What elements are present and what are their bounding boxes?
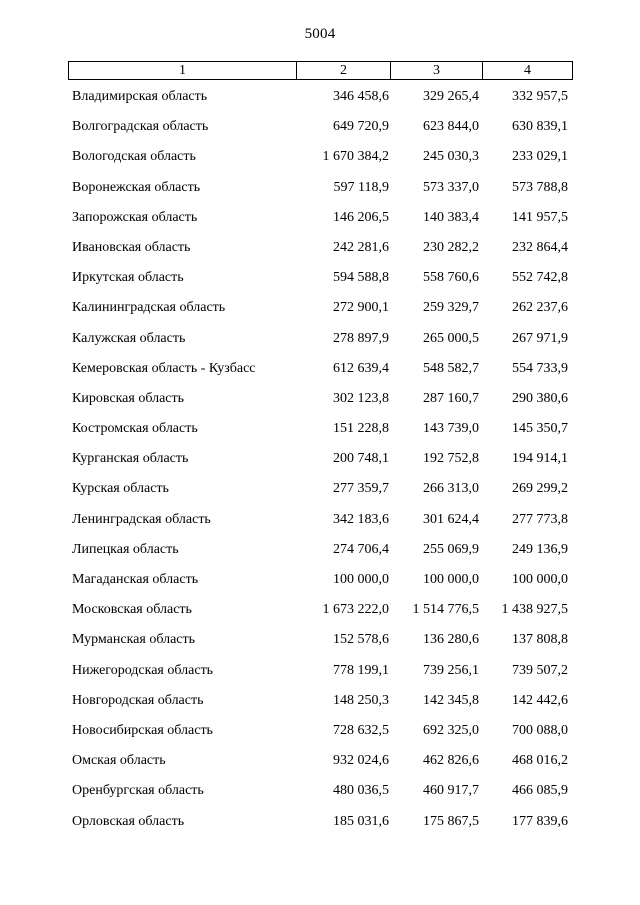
header-cell-1: 1 bbox=[69, 62, 297, 79]
value-col-2: 612 639,4 bbox=[333, 360, 389, 376]
region-name: Кемеровская область - Кузбасс bbox=[72, 360, 256, 376]
value-col-2: 649 720,9 bbox=[333, 119, 389, 135]
table-row bbox=[0, 813, 640, 843]
table-row bbox=[0, 88, 640, 118]
table-row bbox=[0, 269, 640, 299]
value-col-3: 329 265,4 bbox=[423, 89, 479, 104]
value-col-4: 630 839,1 bbox=[512, 119, 568, 135]
header-cell-3: 3 bbox=[391, 62, 483, 79]
header-cell-4: 4 bbox=[524, 63, 531, 78]
table-row bbox=[0, 722, 640, 752]
value-col-2: 148 250,3 bbox=[333, 692, 389, 708]
value-col-3: 301 624,4 bbox=[423, 511, 479, 527]
value-col-4: 194 914,1 bbox=[512, 451, 568, 467]
region-name: Ленинградская область bbox=[72, 511, 211, 527]
value-col-4: 1 438 927,5 bbox=[501, 602, 568, 618]
table-row bbox=[0, 782, 640, 812]
value-col-2: 778 199,1 bbox=[333, 662, 389, 678]
value-col-4: 468 016,2 bbox=[512, 753, 568, 769]
region-name: Воронежская область bbox=[72, 179, 201, 195]
value-col-4: 100 000,0 bbox=[512, 572, 568, 587]
value-col-2: 346 458,6 bbox=[333, 89, 389, 104]
region-name: Вологодская область bbox=[72, 149, 196, 165]
value-col-2: 152 578,6 bbox=[333, 632, 389, 648]
table-row bbox=[0, 662, 640, 692]
table-row bbox=[0, 541, 640, 571]
value-col-4: 267 971,9 bbox=[512, 330, 568, 346]
table-row bbox=[0, 118, 640, 148]
value-col-4: 700 088,0 bbox=[512, 722, 568, 738]
value-col-3: 739 256,1 bbox=[423, 662, 479, 678]
region-name: Московская область bbox=[72, 602, 192, 618]
value-col-4: 141 957,5 bbox=[512, 209, 568, 225]
table-row bbox=[0, 148, 640, 178]
value-col-2: 342 183,6 bbox=[333, 511, 389, 527]
table-row bbox=[0, 239, 640, 269]
value-col-4: 145 350,7 bbox=[512, 421, 568, 437]
region-name: Орловская область bbox=[72, 813, 185, 829]
region-name: Омская область bbox=[72, 753, 166, 769]
value-col-3: 623 844,0 bbox=[423, 119, 479, 135]
table-row bbox=[0, 330, 640, 360]
value-col-3: 573 337,0 bbox=[423, 179, 479, 195]
table-row bbox=[0, 631, 640, 661]
value-col-2: 278 897,9 bbox=[333, 330, 389, 346]
value-col-3: 287 160,7 bbox=[423, 390, 479, 406]
table-row bbox=[0, 601, 640, 631]
table-header bbox=[68, 61, 573, 80]
value-col-2: 480 036,5 bbox=[333, 783, 389, 799]
region-name: Калининградская область bbox=[72, 300, 226, 316]
value-col-3: 136 280,6 bbox=[423, 632, 479, 648]
value-col-4: 233 029,1 bbox=[512, 149, 568, 165]
value-col-3: 692 325,0 bbox=[423, 722, 479, 738]
table-row bbox=[0, 692, 640, 722]
region-name: Новгородская область bbox=[72, 692, 204, 708]
value-col-2: 277 359,7 bbox=[333, 481, 389, 497]
table-row bbox=[0, 390, 640, 420]
region-name: Нижегородская область bbox=[72, 662, 214, 678]
value-col-3: 265 000,5 bbox=[423, 330, 479, 346]
value-col-3: 255 069,9 bbox=[423, 541, 479, 557]
value-col-2: 1 673 222,0 bbox=[322, 602, 389, 618]
region-name: Ивановская область bbox=[72, 239, 191, 255]
value-col-2: 728 632,5 bbox=[333, 722, 389, 738]
table-row bbox=[0, 450, 640, 480]
table-row bbox=[0, 752, 640, 782]
value-col-4: 466 085,9 bbox=[512, 783, 568, 799]
region-name: Магаданская область bbox=[72, 572, 199, 587]
region-name: Калужская область bbox=[72, 330, 186, 346]
table-row bbox=[0, 209, 640, 239]
value-col-4: 554 733,9 bbox=[512, 360, 568, 376]
value-col-4: 277 773,8 bbox=[512, 511, 568, 527]
value-col-2: 151 228,8 bbox=[333, 421, 389, 437]
region-name: Новосибирская область bbox=[72, 722, 213, 738]
value-col-2: 594 588,8 bbox=[333, 270, 389, 286]
value-col-3: 140 383,4 bbox=[423, 209, 479, 225]
value-col-4: 739 507,2 bbox=[512, 662, 568, 678]
value-col-4: 249 136,9 bbox=[512, 541, 568, 557]
region-name: Запорожская область bbox=[72, 209, 198, 225]
value-col-3: 266 313,0 bbox=[423, 481, 479, 497]
value-col-4: 262 237,6 bbox=[512, 300, 568, 316]
value-col-3: 192 752,8 bbox=[423, 451, 479, 467]
table-row bbox=[0, 480, 640, 510]
value-col-4: 552 742,8 bbox=[512, 270, 568, 286]
table-row bbox=[0, 420, 640, 450]
region-name: Липецкая область bbox=[72, 541, 179, 557]
value-col-4: 269 299,2 bbox=[512, 481, 568, 497]
value-col-4: 573 788,8 bbox=[512, 179, 568, 195]
value-col-3: 462 826,6 bbox=[423, 753, 479, 769]
value-col-3: 548 582,7 bbox=[423, 360, 479, 376]
region-name: Кировская область bbox=[72, 390, 185, 406]
value-col-4: 177 839,6 bbox=[512, 813, 568, 829]
region-name: Владимирская область bbox=[72, 89, 208, 104]
table-row bbox=[0, 571, 640, 601]
value-col-4: 137 808,8 bbox=[512, 632, 568, 648]
value-col-4: 142 442,6 bbox=[512, 692, 568, 708]
value-col-4: 232 864,4 bbox=[512, 239, 568, 255]
value-col-2: 932 024,6 bbox=[333, 753, 389, 769]
region-name: Оренбургская область bbox=[72, 783, 204, 799]
value-col-3: 460 917,7 bbox=[423, 783, 479, 799]
value-col-2: 274 706,4 bbox=[333, 541, 389, 557]
value-col-2: 200 748,1 bbox=[333, 451, 389, 467]
value-col-3: 100 000,0 bbox=[423, 572, 479, 587]
table-row bbox=[0, 511, 640, 541]
table-row bbox=[0, 179, 640, 209]
region-name: Волгоградская область bbox=[72, 119, 209, 135]
value-col-2: 1 670 384,2 bbox=[322, 149, 389, 165]
value-col-3: 230 282,2 bbox=[423, 239, 479, 255]
value-col-3: 558 760,6 bbox=[423, 270, 479, 286]
region-name: Костромская область bbox=[72, 421, 198, 437]
value-col-3: 259 329,7 bbox=[423, 300, 479, 316]
region-name: Курганская область bbox=[72, 451, 189, 467]
value-col-4: 332 957,5 bbox=[512, 89, 568, 104]
value-col-3: 143 739,0 bbox=[423, 421, 479, 437]
value-col-2: 302 123,8 bbox=[333, 390, 389, 406]
table-row bbox=[0, 299, 640, 329]
value-col-2: 100 000,0 bbox=[333, 572, 389, 587]
page-number: 5004 bbox=[304, 26, 336, 42]
value-col-3: 142 345,8 bbox=[423, 692, 479, 708]
value-col-3: 245 030,3 bbox=[423, 149, 479, 165]
region-name: Мурманская область bbox=[72, 632, 196, 648]
value-col-2: 185 031,6 bbox=[333, 813, 389, 829]
value-col-2: 242 281,6 bbox=[333, 239, 389, 255]
value-col-4: 290 380,6 bbox=[512, 390, 568, 406]
table-body bbox=[0, 88, 640, 843]
value-col-3: 1 514 776,5 bbox=[412, 602, 479, 618]
header-cell-2: 2 bbox=[297, 62, 391, 79]
value-col-3: 175 867,5 bbox=[423, 813, 479, 829]
value-col-2: 597 118,9 bbox=[333, 179, 389, 195]
value-col-2: 146 206,5 bbox=[333, 209, 389, 225]
region-name: Курская область bbox=[72, 481, 169, 497]
region-name: Иркутская область bbox=[72, 270, 184, 286]
value-col-2: 272 900,1 bbox=[333, 300, 389, 316]
table-row bbox=[0, 360, 640, 390]
